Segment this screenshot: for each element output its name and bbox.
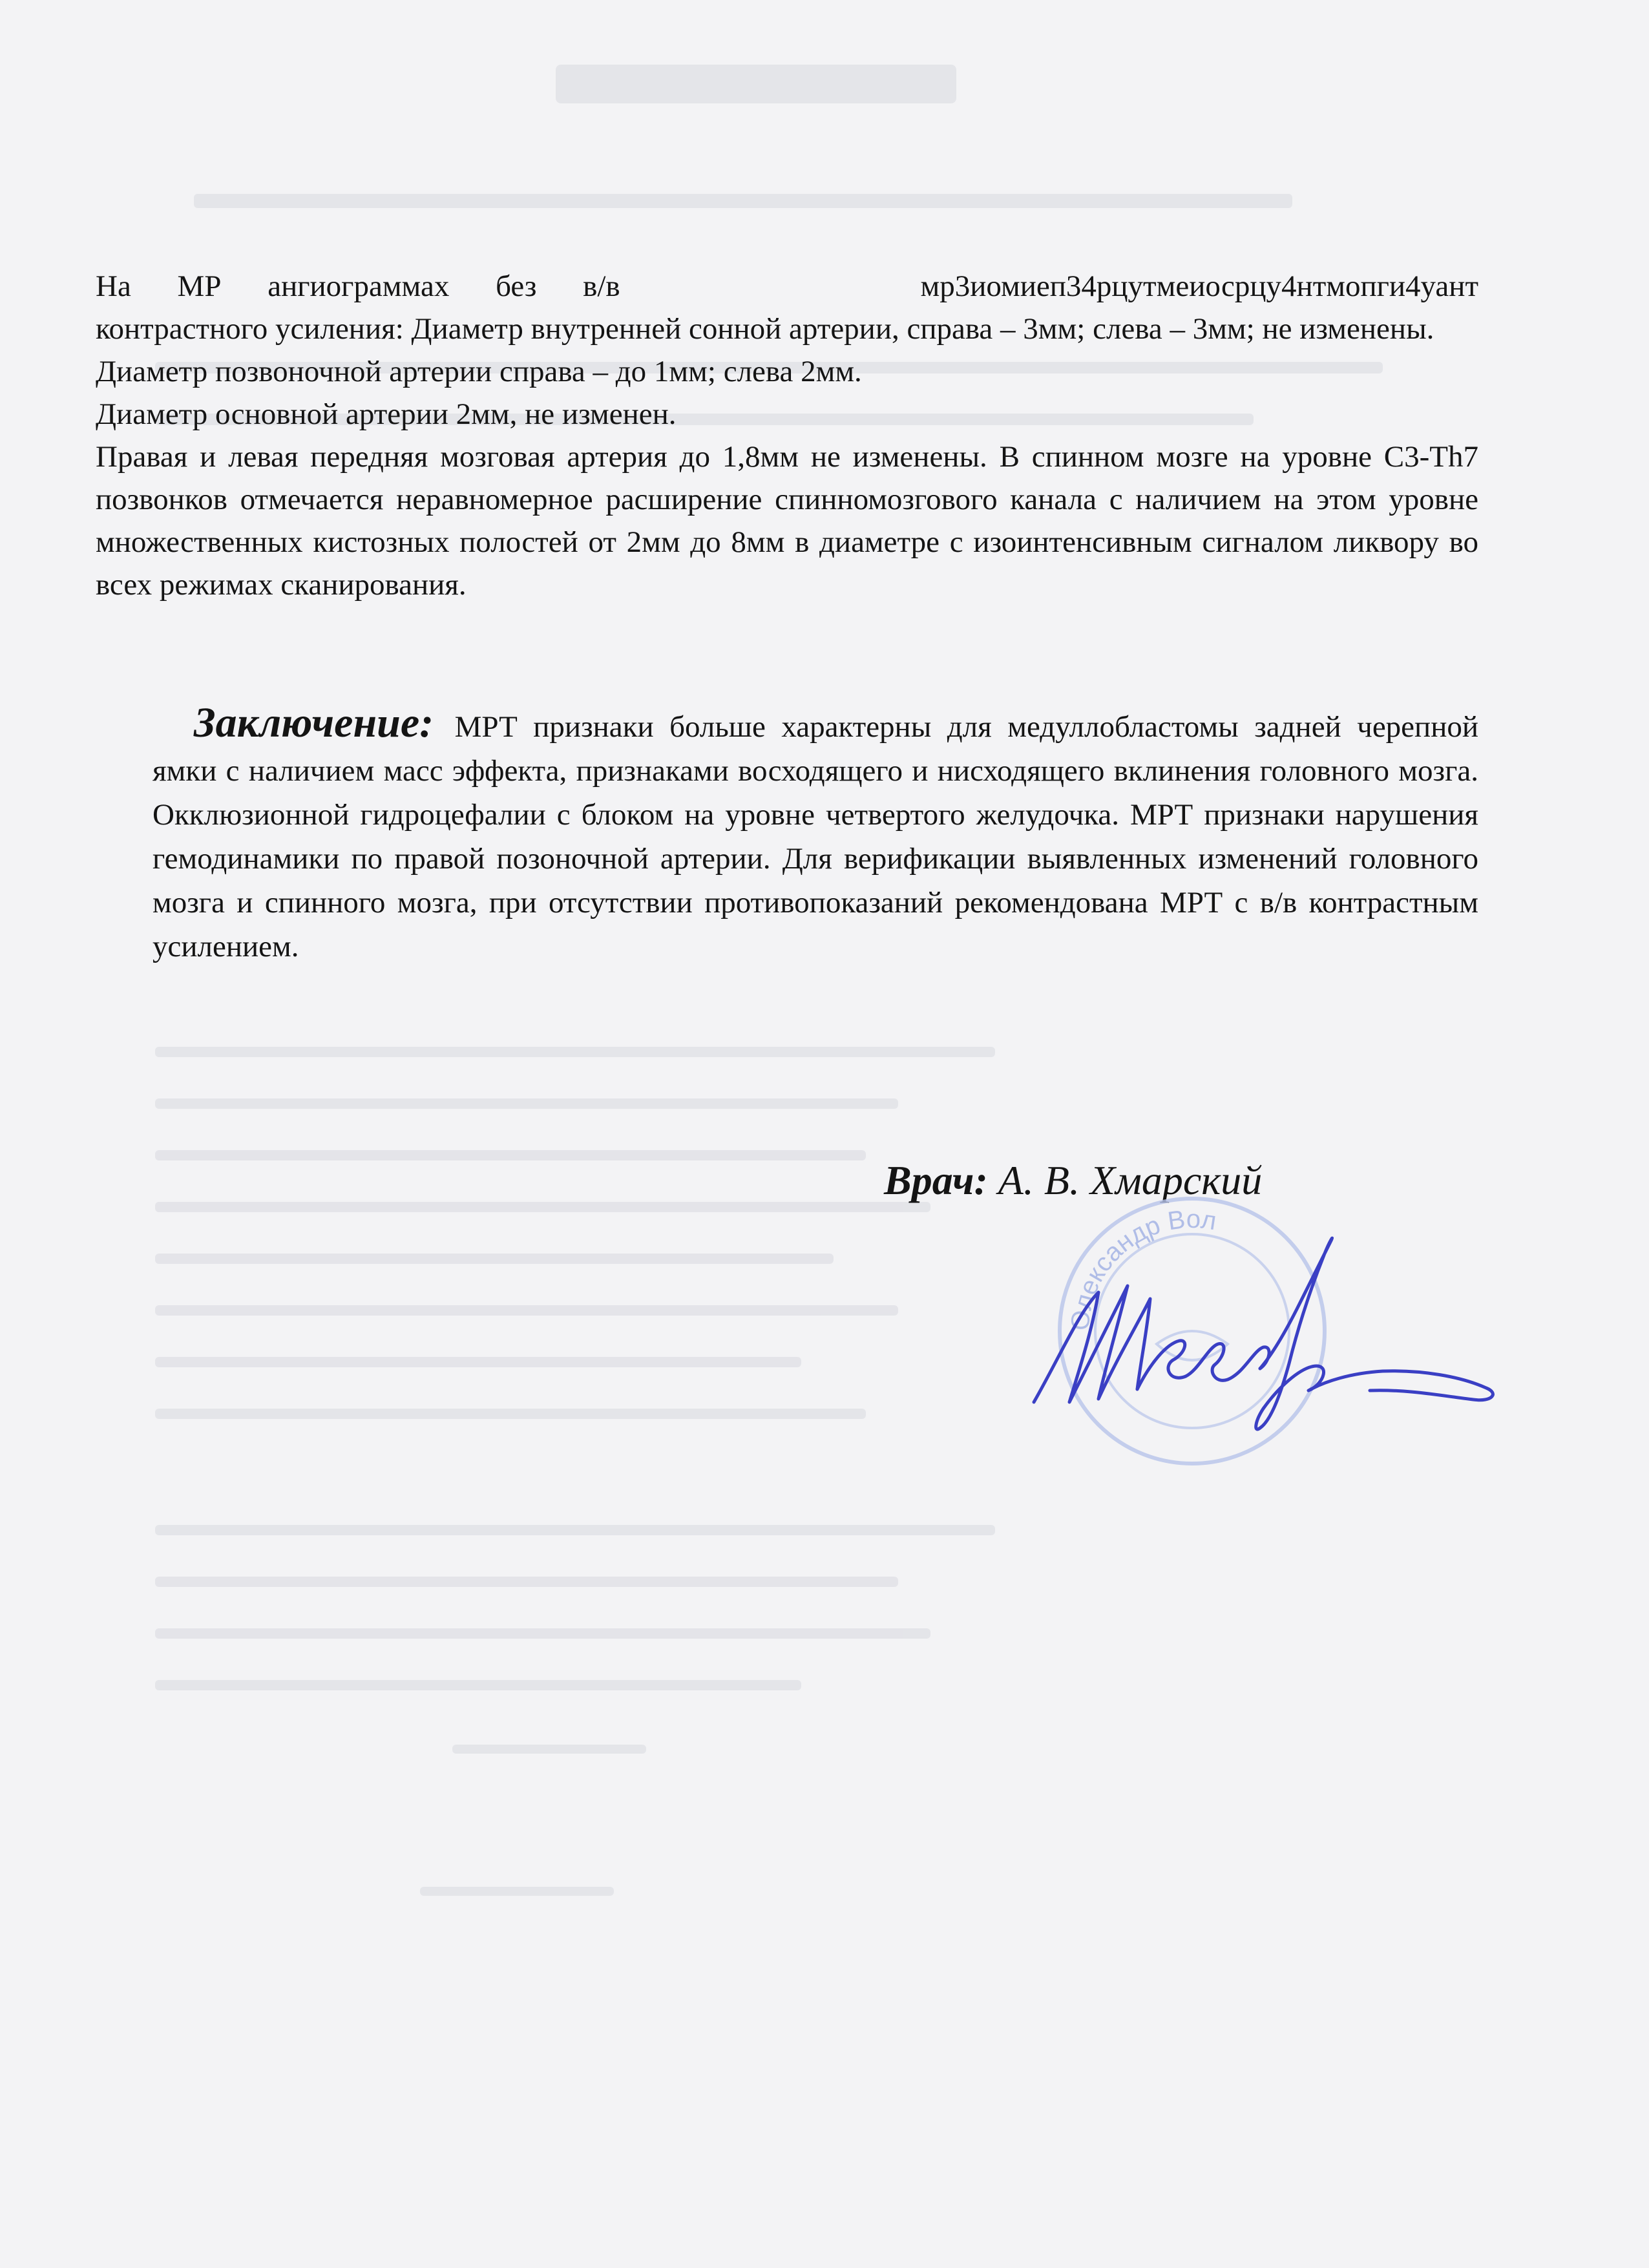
conclusion-section: [152, 701, 1478, 969]
svg-text:Олександр Вол: Олександр Вол: [1066, 1204, 1219, 1332]
conclusion-text: МРТ признаки больше характерны для медуллобластомы задней черепной ямки с наличием масс эффекта, признаками восходящего и нисходящего вклинения головного мозга. Окклюзионной гидроцефалии с блоком на уровне четвертого желудочка. МРТ признаки нарушения гемодинамики по правой позоночной артерии. Для верификации выявленных изменений головного мозга и спинного мозга, при отсутствии противопоказаний рекомендована МРТ с в/в контрастным усилением.: [152, 710, 1479, 963]
findings-basilar-artery: Диаметр основной артерии 2мм, не изменен.: [96, 397, 677, 431]
findings-vertebral-artery: Диаметр позвоночной артерии справа – до 1мм; слева 2мм.: [96, 355, 862, 388]
findings-spinal-cord: Правая и левая передняя мозговая артерия до 1,8мм не изменены. В спинном мозге на уровне С3-Th7 позвонков отмечается неравномерное расширение спинномозгового канала с наличием на этом уровне множественных кистозных полостей от 2мм до 8мм в диаметре с изоинтенсивным сигналом ликвору во всех режимах сканирования.: [96, 440, 1478, 602]
findings-line-1-left: На МР ангиограммах без в/в: [96, 269, 620, 303]
findings-paragraph-3: [96, 393, 1478, 436]
findings-paragraph-1: [96, 265, 1478, 350]
doctor-name: А. В. Хмарский: [998, 1157, 1263, 1203]
findings-line-1: [96, 265, 1478, 308]
findings-line-1-continued: контрастного усиления: Диаметр внутренней сонной артерии, справа – 3мм; слева – 3мм; не изменены.: [96, 312, 1434, 346]
conclusion-label: Заключение:: [194, 699, 434, 746]
findings-section: [96, 265, 1478, 606]
doctor-label: Врач:: [884, 1157, 988, 1203]
findings-line-1-right: мр3иомиеп34рцутмеиосрцу4нтмопги4уант: [920, 269, 1478, 303]
findings-paragraph-4: [96, 436, 1478, 606]
signature-icon: [1021, 1215, 1538, 1447]
findings-paragraph-2: [96, 350, 1478, 393]
